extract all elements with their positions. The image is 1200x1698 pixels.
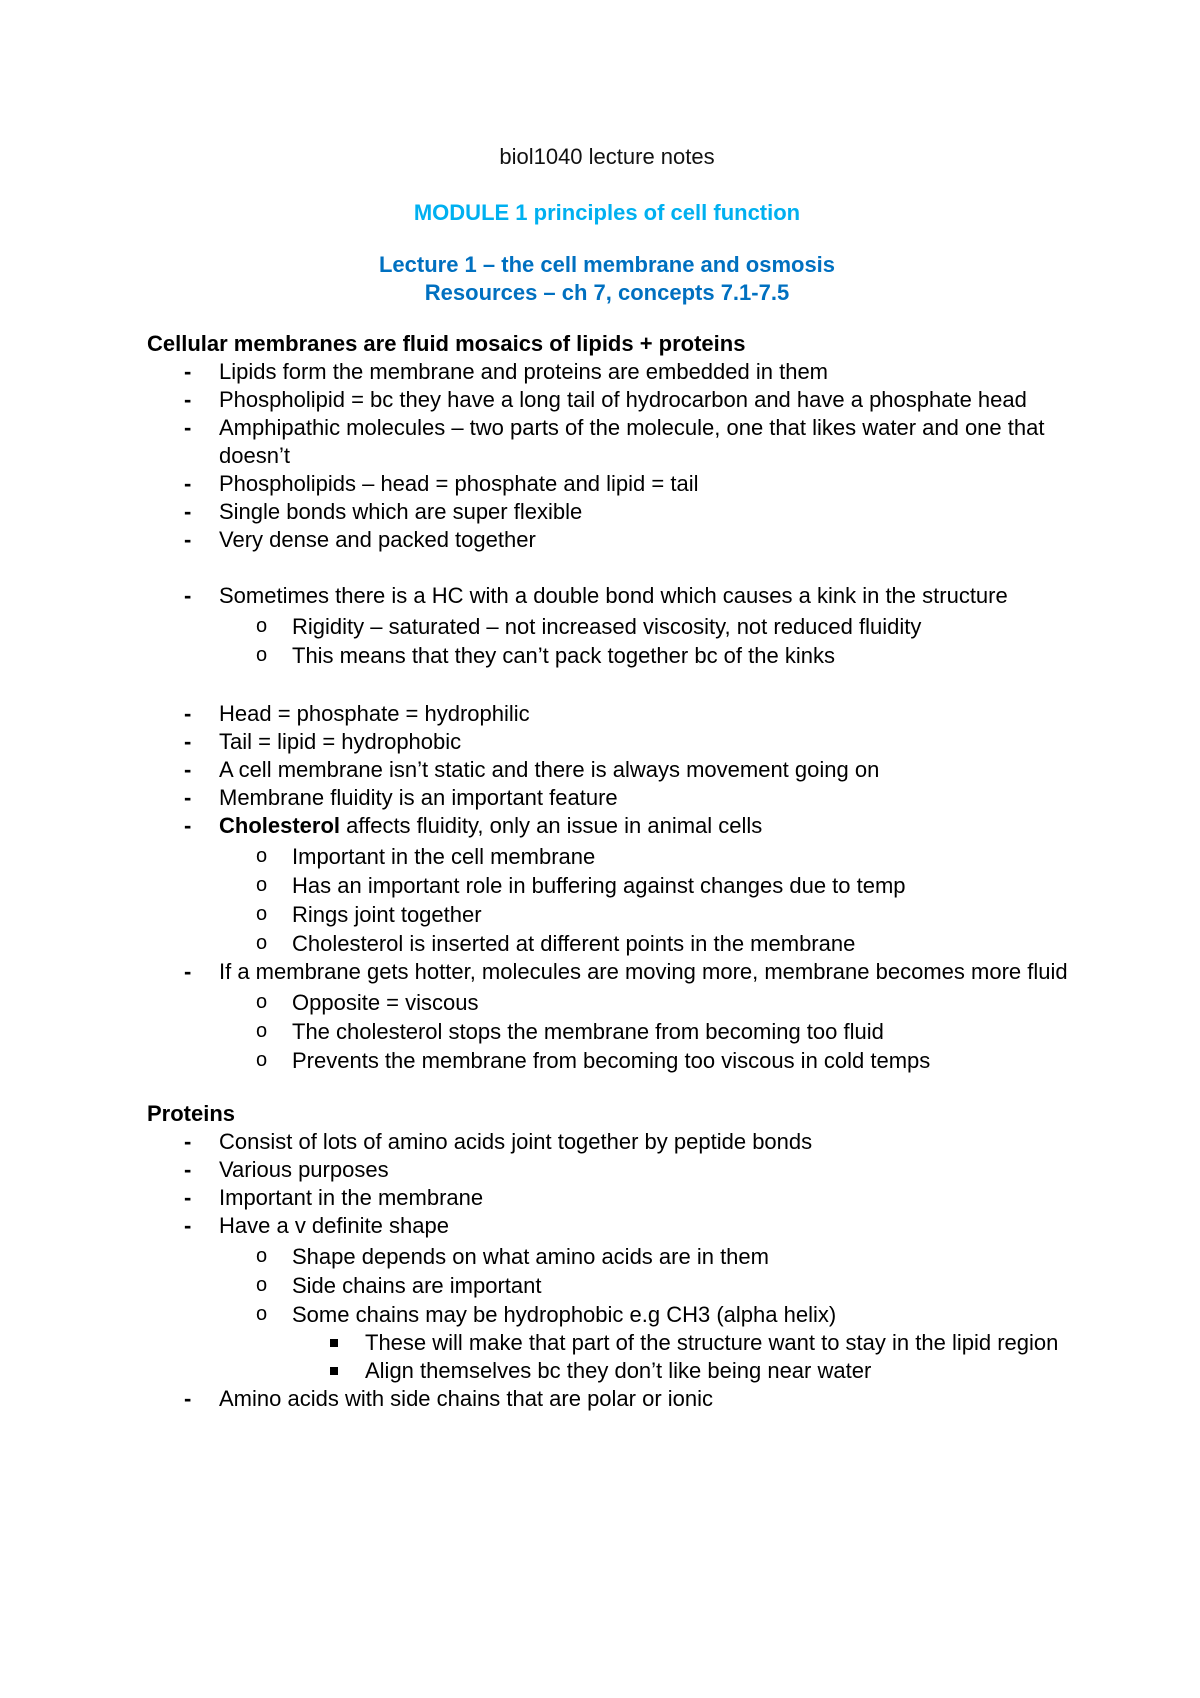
circle-marker: o <box>256 615 268 637</box>
dash-marker: - <box>184 701 192 726</box>
dash-marker: - <box>184 729 192 754</box>
sub-list <box>219 842 1090 958</box>
dash-marker: - <box>184 1213 192 1238</box>
sub-list-item: o Side chains are important <box>256 1273 542 1298</box>
square-bullet-icon <box>330 1367 338 1375</box>
dash-marker: - <box>184 813 192 838</box>
dash-marker: - <box>184 785 192 810</box>
circle-marker: o <box>256 991 268 1013</box>
dash-marker: - <box>184 1185 192 1210</box>
sub-list-item: o Shape depends on what amino acids are in them <box>256 1244 769 1269</box>
circle-marker: o <box>256 932 268 954</box>
list-item: - Membrane fluidity is an important feature <box>184 785 618 810</box>
sub-list-item: o Opposite = viscous <box>256 990 479 1015</box>
sub-list-item: o Cholesterol is inserted at different points in the membrane <box>256 931 856 956</box>
section-heading-proteins: Proteins <box>147 1101 236 1126</box>
list-item: - Tail = lipid = hydrophobic <box>184 729 462 754</box>
list-item: - Amphipathic molecules – two parts of the molecule, one that likes water and one that doesn’t <box>184 415 1045 468</box>
sub-list-item: o The cholesterol stops the membrane from becoming too fluid <box>256 1019 884 1044</box>
list-item: - Amino acids with side chains that are polar or ionic <box>184 1386 714 1411</box>
circle-marker: o <box>256 903 268 925</box>
dash-marker: - <box>184 959 192 984</box>
document-title: biol1040 lecture notes <box>499 144 715 169</box>
sub-list-item: o Important in the cell membrane <box>256 844 596 869</box>
lecture-title: Lecture 1 – the cell membrane and osmosis <box>378 252 836 277</box>
list-item: - Head = phosphate = hydrophilic <box>184 701 530 726</box>
dash-marker: - <box>184 757 192 782</box>
dash-marker: - <box>184 499 192 524</box>
bold-term: Cholesterol <box>219 813 341 838</box>
blank-line <box>147 670 1090 700</box>
sub-list-item: o This means that they can’t pack together bc of the kinks <box>256 643 835 668</box>
module-title: MODULE 1 principles of cell function <box>413 200 801 225</box>
dash-marker: - <box>184 1386 192 1411</box>
list-item: - Single bonds which are super flexible <box>184 499 583 524</box>
list-item: - If a membrane gets hotter, molecules are moving more, membrane becomes more fluid o Opposite = viscous o The cholesterol stops the membrane from becoming too fluid o Prevents the membrane from becoming too viscous in cold temps <box>147 958 1090 1075</box>
sub-list <box>219 612 1090 670</box>
membranes-list-b <box>147 582 1090 670</box>
circle-marker: o <box>256 1303 268 1325</box>
dash-marker: - <box>184 415 192 440</box>
sub-sub-list <box>292 1329 1090 1385</box>
membranes-list-a <box>147 358 1090 554</box>
circle-marker: o <box>256 1274 268 1296</box>
list-item: - Various purposes <box>184 1157 389 1182</box>
list-item: - Very dense and packed together <box>184 527 536 552</box>
sub-list-item: o Rings joint together <box>256 902 482 927</box>
circle-marker: o <box>256 845 268 867</box>
blank-line <box>147 554 1090 582</box>
sub-list <box>219 1242 1090 1385</box>
dash-marker: - <box>184 387 192 412</box>
dash-marker: - <box>184 1157 192 1182</box>
sub-list-item: o Prevents the membrane from becoming too viscous in cold temps <box>256 1048 931 1073</box>
dash-marker: - <box>184 1129 192 1154</box>
sub-list-item: o Rigidity – saturated – not increased viscosity, not reduced fluidity <box>256 614 922 639</box>
dash-marker: - <box>184 583 192 608</box>
list-item: - A cell membrane isn’t static and there is always movement going on <box>184 757 880 782</box>
proteins-list <box>147 1128 1090 1413</box>
sub-sub-list-item: Align themselves bc they don’t like being near water <box>292 1357 1090 1385</box>
list-item-cholesterol: - Cholesterol affects fluidity, only an issue in animal cells o Important in the cell membrane o Has an important role in buffering against changes due to temp o Rings joint together o Cholesterol is inserted at different points in the membrane <box>147 812 1090 958</box>
dash-marker: - <box>184 359 192 384</box>
circle-marker: o <box>256 1020 268 1042</box>
sub-list-item: o Some chains may be hydrophobic e.g CH3 (alpha helix) These will make that part of the structure want to stay in the lipid region Align themselves bc they don’t like being near water <box>219 1300 1090 1385</box>
resources-line: Resources – ch 7, concepts 7.1-7.5 <box>424 280 790 305</box>
circle-marker: o <box>256 1049 268 1071</box>
list-item: - Lipids form the membrane and proteins are embedded in them <box>184 359 829 384</box>
list-item: - Phospholipids – head = phosphate and lipid = tail <box>184 471 699 496</box>
list-item: - Phospholipid = bc they have a long tail of hydrocarbon and have a phosphate head <box>184 387 1027 412</box>
section-heading-membranes: Cellular membranes are fluid mosaics of lipids + proteins <box>147 331 746 356</box>
sub-list <box>219 988 1090 1075</box>
dash-marker: - <box>184 471 192 496</box>
list-item: - Have a v definite shape o Shape depends on what amino acids are in them o Side chains are important o Some chains may be hydrophobic e.g CH3 (alpha helix) These will make that part of the structure want to stay in the lipid region Align themselves bc they don’t like being near water <box>147 1212 1090 1385</box>
sub-sub-list-item: These will make that part of the structure want to stay in the lipid region <box>292 1329 1090 1357</box>
circle-marker: o <box>256 644 268 666</box>
list-item: - Important in the membrane <box>184 1185 484 1210</box>
sub-list-item: o Has an important role in buffering against changes due to temp <box>256 873 906 898</box>
membranes-list-c <box>147 700 1090 1075</box>
list-item: - Consist of lots of amino acids joint together by peptide bonds <box>184 1129 813 1154</box>
document-header <box>147 143 1067 307</box>
list-item: - Sometimes there is a HC with a double bond which causes a kink in the structure o Rigidity – saturated – not increased viscosity, not reduced fluidity o This means that they can’t pack together bc of the kinks <box>147 582 1090 670</box>
circle-marker: o <box>256 874 268 896</box>
dash-marker: - <box>184 527 192 552</box>
square-bullet-icon <box>330 1339 338 1347</box>
circle-marker: o <box>256 1245 268 1267</box>
